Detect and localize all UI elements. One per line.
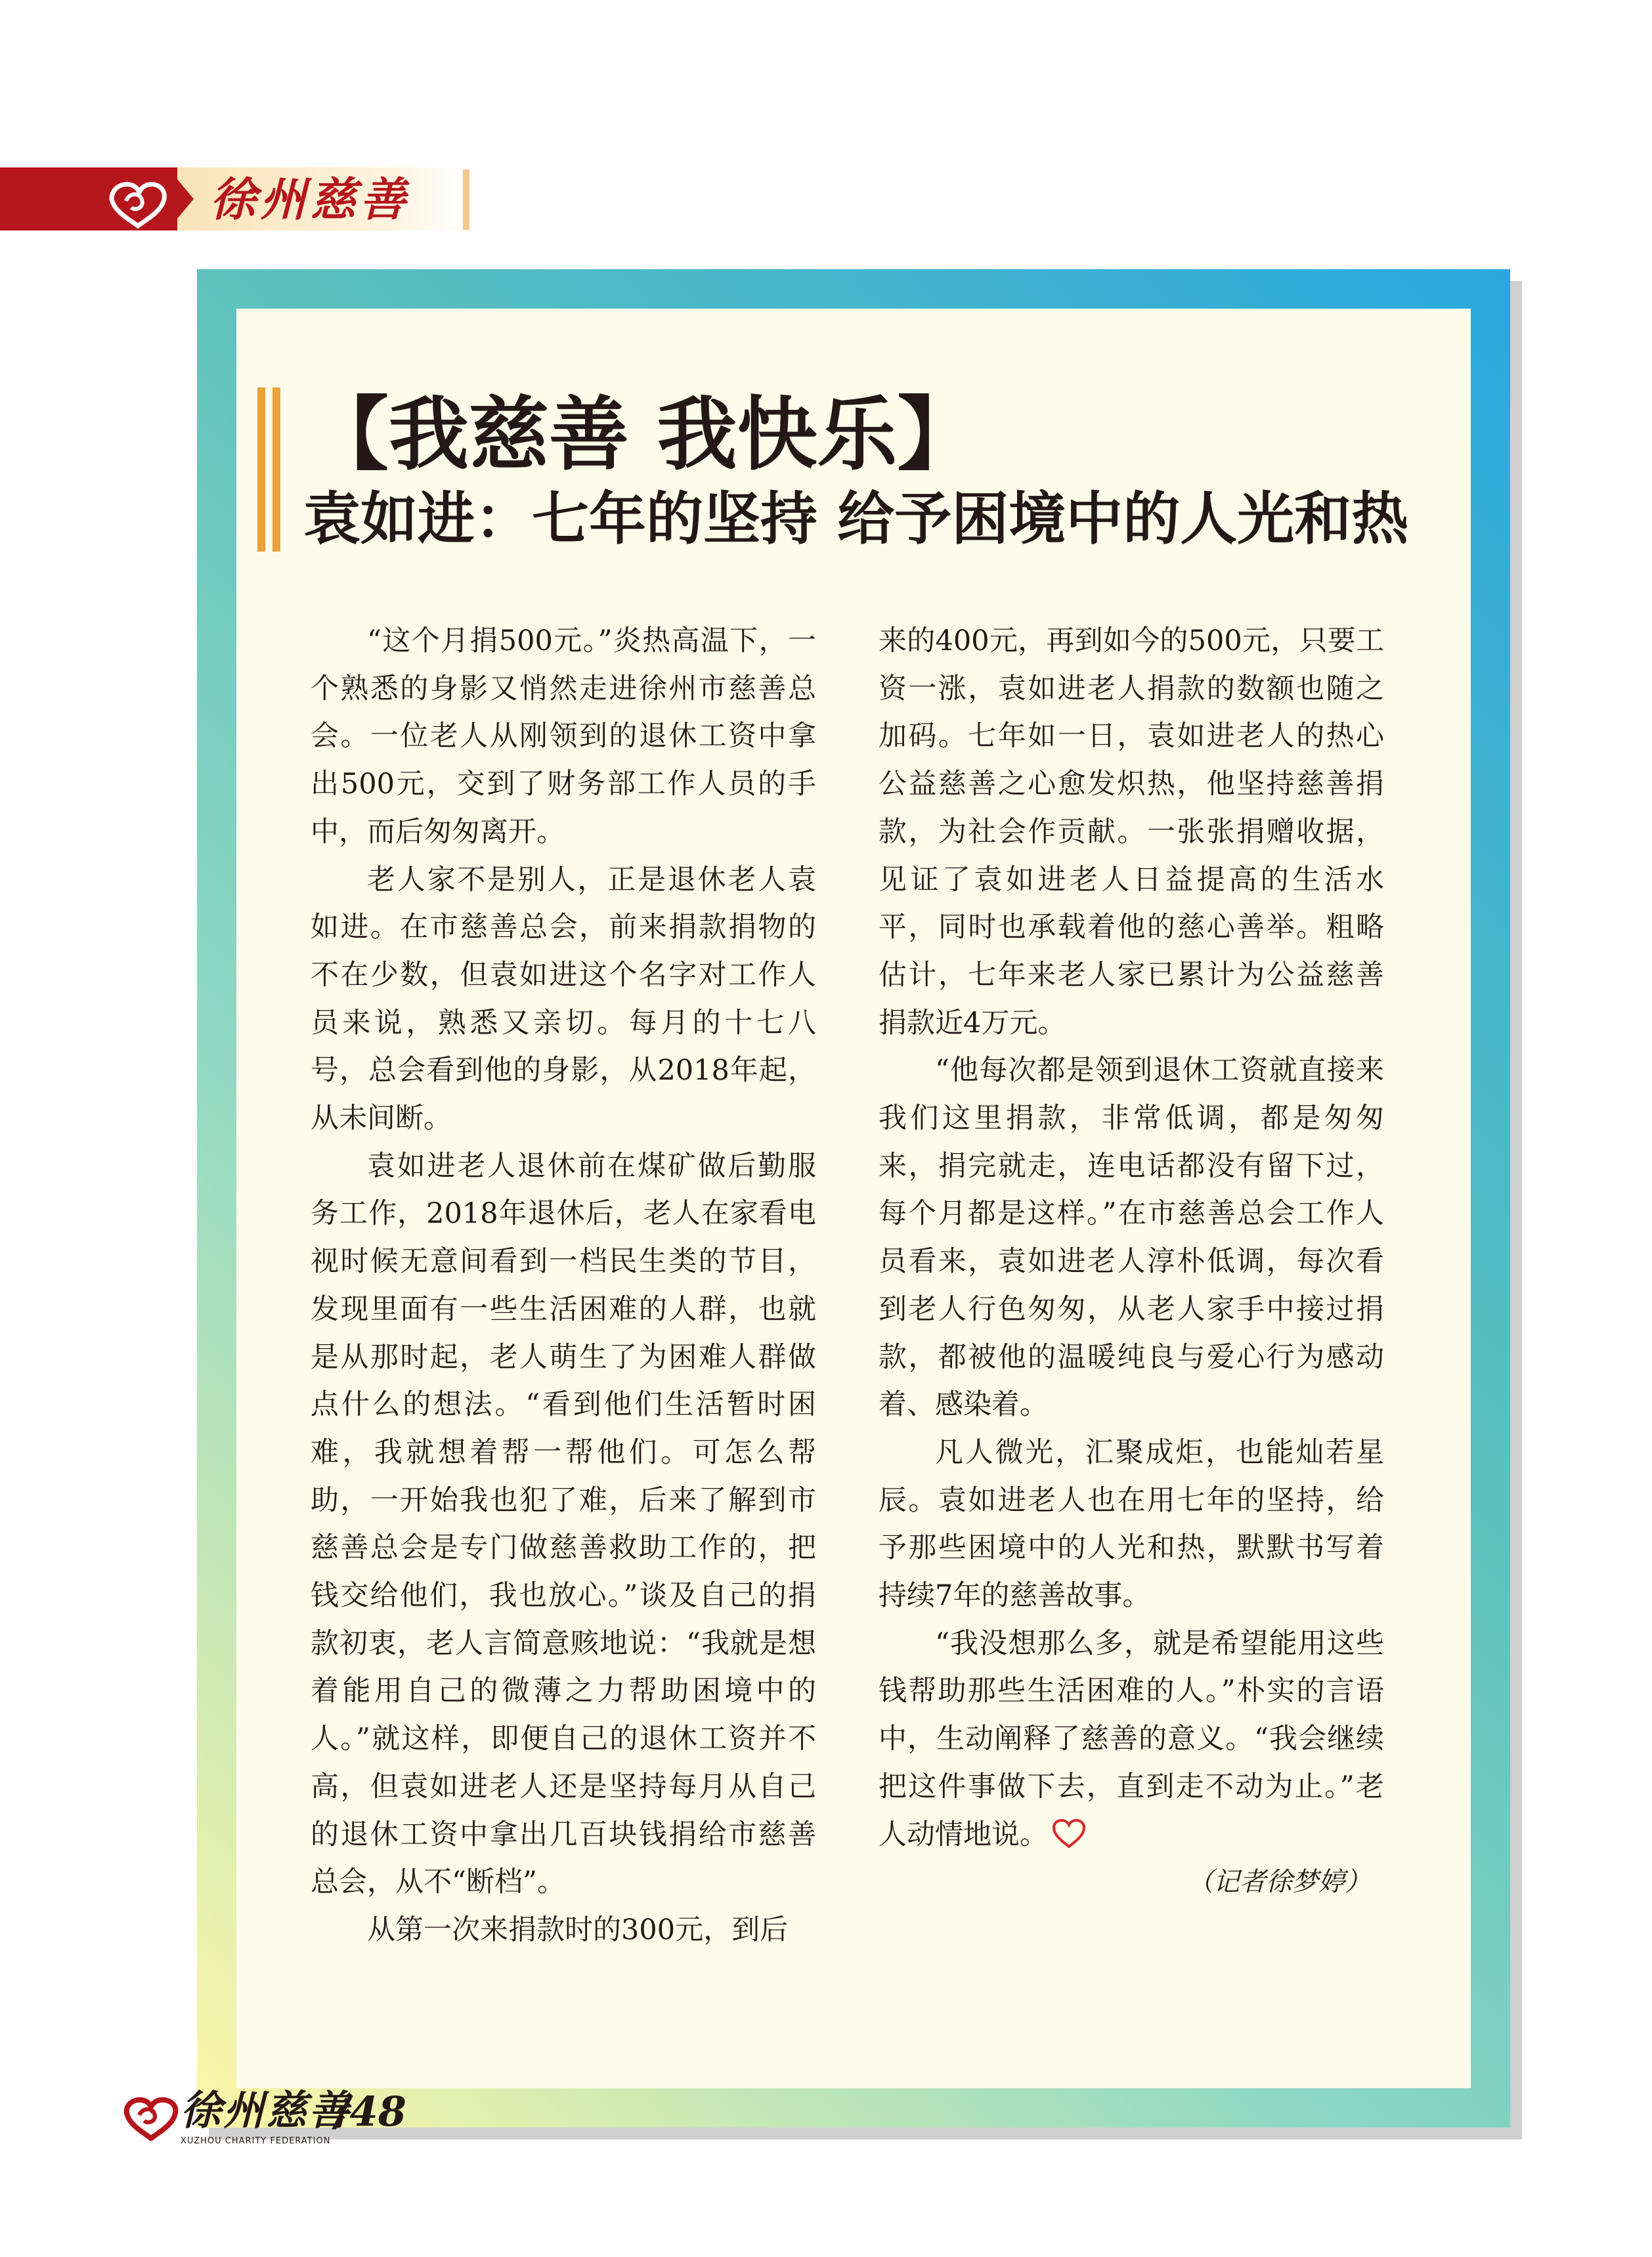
article-subtitle: 袁如进：七年的坚持 给予困境中的人光和热 <box>303 485 1409 552</box>
paragraph: 老人家不是别人，正是退休老人袁如进。在市慈善总会，前来捐款捐物的不在少数，但袁如进这个名字对工作人员来说，熟悉又亲切。每月的十七八号，总会看到他的身影，从2018年起，从未间断。 <box>311 863 816 1135</box>
paragraph: “他每次都是领到退休工资就直接来我们这里捐款，非常低调，都是匆匆来，捐完就走，连电话都没有留下过，每个月都是这样。”在市慈善总会工作人员看来，袁如进老人淳朴低调，每次看到老人行色匆匆，从老人家手中接过捐款，都被他的温暖纯良与爱心行为感动着、感染着。 <box>879 1054 1384 1422</box>
paragraph: 凡人微光，汇聚成炬，也能灿若星辰。袁如进老人也在用七年的坚持，给予那些困境中的人光和热，默默书写着持续7年的慈善故事。 <box>879 1435 1384 1613</box>
paragraph-final <box>879 1620 1384 1859</box>
paragraph: “这个月捐500元。”炎热高温下，一个熟悉的身影又悄然走进徐州市慈善总会。一位老人从刚领到的退休工资中拿出500元，交到了财务部工作人员的手中，而后匆匆离开。 <box>311 625 816 848</box>
paragraph: 袁如进老人退休前在煤矿做后勤服务工作，2018年退休后，老人在家看电视时候无意间看到一档民生类的节目，发现里面有一些生活困难的人群，也就是从那时起，老人萌生了为困难人群做点什么的想法。“看到他们生活暂时困难，我就想着帮一帮他们。可怎么帮助，一开始我也犯了难，后来了解到市慈善总会是专门做慈善救助工作的，把钱交给他们，我也放心。”谈及自己的捐款初衷，老人言简意赅地说：“我就是想着能用自己的微薄之力帮助困境中的人。”就这样，即便自己的退休工资并不高，但袁如进老人还是坚持每月从自己的退休工资中拿出几百块钱捐给市慈善总会，从不“断档”。 <box>311 1149 816 1899</box>
article-column-right <box>879 617 1384 1906</box>
article-column-left <box>311 617 816 1954</box>
title-accent-bar <box>257 387 265 552</box>
paragraph-text: “我没想那么多，就是希望能用这些钱帮助那些生活困难的人。”朴实的言语中，生动阐释了慈善的意义。“我会继续把这件事做下去，直到走不动为止。”老人动情地说。 <box>879 1627 1384 1851</box>
title-accent-bar <box>272 387 280 552</box>
paragraph-continued: 来的400元，再到如今的500元，只要工资一涨，袁如进老人捐款的数额也随之加码。七年如一日，袁如进老人的热心公益慈善之心愈发炽热，他坚持慈善捐款，为社会作贡献。一张张捐赠收据，见证了袁如进老人日益提高的生活水平，同时也承载着他的慈心善举。粗略估计，七年来老人家已累计为公益慈善捐款近4万元。 <box>879 625 1384 1040</box>
footer-subtitle: XUZHOU CHARITY FEDERATION <box>181 2136 331 2146</box>
charity-logo-icon <box>98 169 177 229</box>
article-title: 【我慈善 我快乐】 <box>309 388 978 481</box>
paragraph: 从第一次来捐款时的300元，到后 <box>367 1913 789 1946</box>
charity-logo-icon <box>115 2088 187 2141</box>
byline: （记者徐梦婷） <box>1187 1867 1371 1898</box>
header-brand: 徐州慈善 <box>210 172 410 227</box>
heart-icon <box>1052 1819 1086 1849</box>
footer-brand: 徐州慈善 <box>181 2086 352 2134</box>
header-divider <box>463 169 469 230</box>
page-number: /48 <box>335 2088 406 2136</box>
